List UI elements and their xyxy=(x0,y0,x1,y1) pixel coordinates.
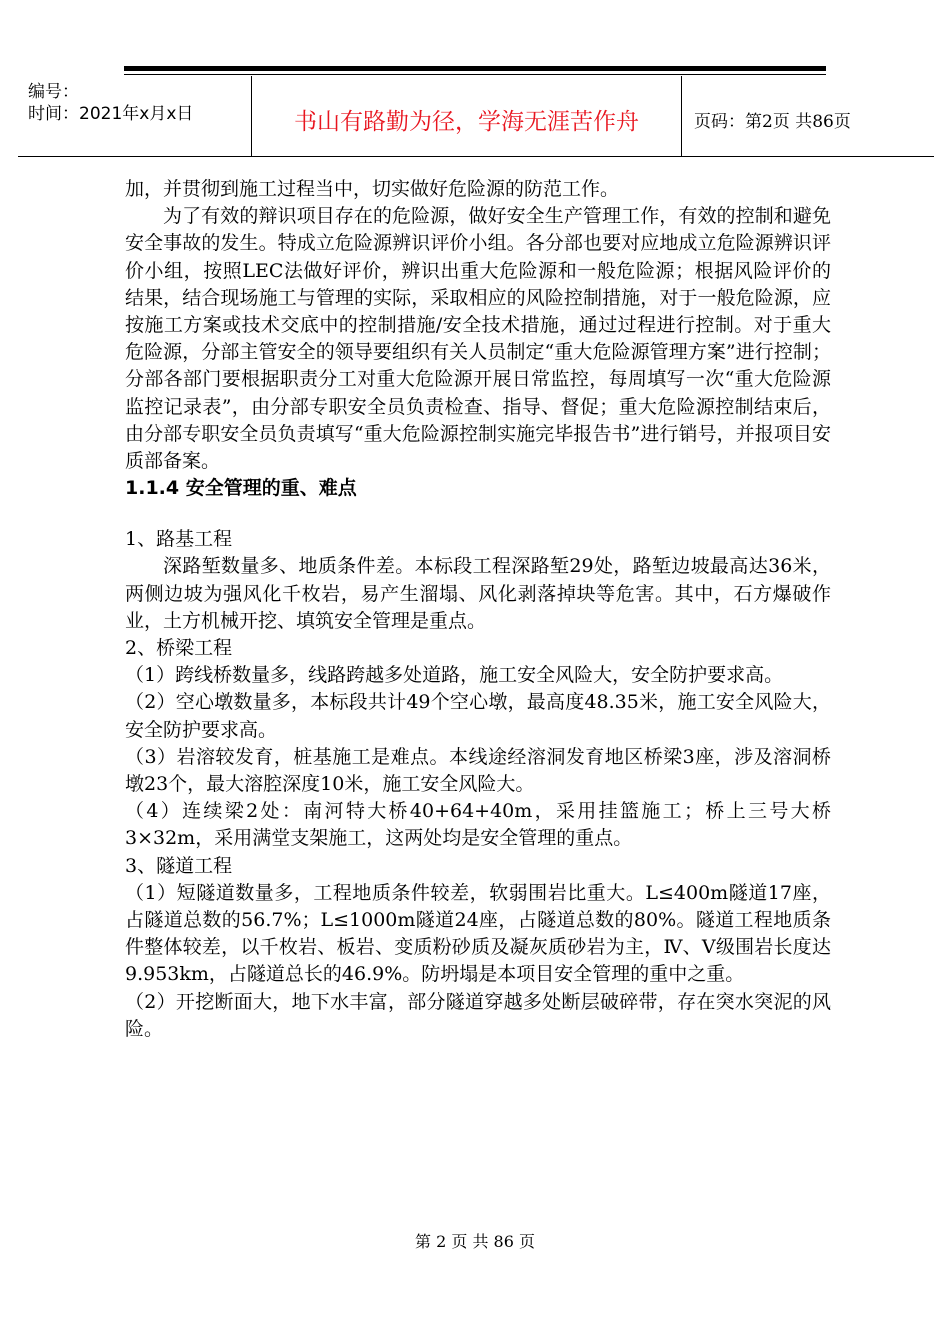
subsection-title: 2、桥梁工程 xyxy=(125,637,233,660)
header-page-code: 页码：第2页 共86页 xyxy=(694,111,851,132)
header-rule-thin xyxy=(124,74,826,75)
spacer xyxy=(125,502,831,526)
page-header xyxy=(18,76,934,157)
document-body xyxy=(125,176,831,1043)
header-motto: 书山有路勤为径，学海无涯苦作舟 xyxy=(252,76,682,156)
section-heading: 1.1.4 安全管理的重、难点 xyxy=(125,477,357,500)
list-item: （2）开挖断面大，地下水丰富，部分隧道穿越多处断层破碎带，存在突水突泥的风险。 xyxy=(125,990,831,1040)
header-meta xyxy=(18,76,252,156)
paragraph: 加，并贯彻到施工过程当中，切实做好危险源的防范工作。 xyxy=(125,178,620,200)
list-item: （1）跨线桥数量多，线路跨越多处道路，施工安全风险大，安全防护要求高。 xyxy=(125,664,784,687)
paragraph: 为了有效的辩识项目存在的危险源，做好安全生产管理工作，有效的控制和避免安全事故的发生。特成立危险源辨识评价小组。各分部也要对应地成立危险源辨识评价小组，按照LEC法做好评价，辨识出重大危险源和一般危险源；根据风险评价的结果，结合现场施工与管理的实际，采取相应的风险控制措施，对于一般危险源，应按施工方案或技术交底中的控制措施/安全技术措施，通过过程进行控制。对于重大危险源，分部主管安全的领导要组织有关人员制定“重大危险源管理方案”进行控制；分部各部门要根据职责分工对重大危险源开展日常监控，每周填写一次“重大危险源监控记录表”，由分部专职安全员负责检查、指导、督促；重大危险源控制结束后，由分部专职安全员负责填写“重大危险源控制实施完毕报告书”进行销号，并报项目安质部备案。 xyxy=(125,205,831,473)
list-item: （1）短隧道数量多，工程地质条件较差，软弱围岩比重大。L≤400m隧道17座，占隧道总数的56.7%；L≤1000m隧道24座，占隧道总数的80%。隧道工程地质条件整体较差，以千枚岩、板岩、变质粉砂质及凝灰质砂岩为主，Ⅳ、Ⅴ级围岩长度达9.953km，占隧道总长的46.9%。防坍塌是本项目安全管理的重中之重。 xyxy=(125,881,831,986)
document-number-label: 编号： xyxy=(28,82,79,102)
subsection-title: 3、隧道工程 xyxy=(125,854,233,877)
header-rule-thick xyxy=(124,66,826,71)
paragraph: 深路堑数量多、地质条件差。本标段工程深路堑29处，路堑边坡最高达36米，两侧边坡为强风化千枚岩，易产生溜塌、风化剥落掉块等危害。其中，石方爆破作业，土方机械开挖、填筑安全管理是重点。 xyxy=(125,555,831,632)
document-time: 时间：2021年x月x日 xyxy=(28,104,194,124)
list-item: （4）连续梁2处：南河特大桥40+64+40m，采用挂篮施工；桥上三号大桥3×32m，采用满堂支架施工，这两处均是安全管理的重点。 xyxy=(125,800,831,850)
list-item: （3）岩溶较发育，桩基施工是难点。本线途经溶洞发育地区桥梁3座，涉及溶洞桥墩23个，最大溶腔深度10米，施工安全风险大。 xyxy=(125,745,831,796)
list-item: （2）空心墩数量多，本标段共计49个空心墩，最高度48.35米，施工安全风险大，安全防护要求高。 xyxy=(125,691,831,741)
subsection-title: 1、路基工程 xyxy=(125,528,233,551)
page-footer: 第 2 页 共 86 页 xyxy=(415,1232,535,1251)
